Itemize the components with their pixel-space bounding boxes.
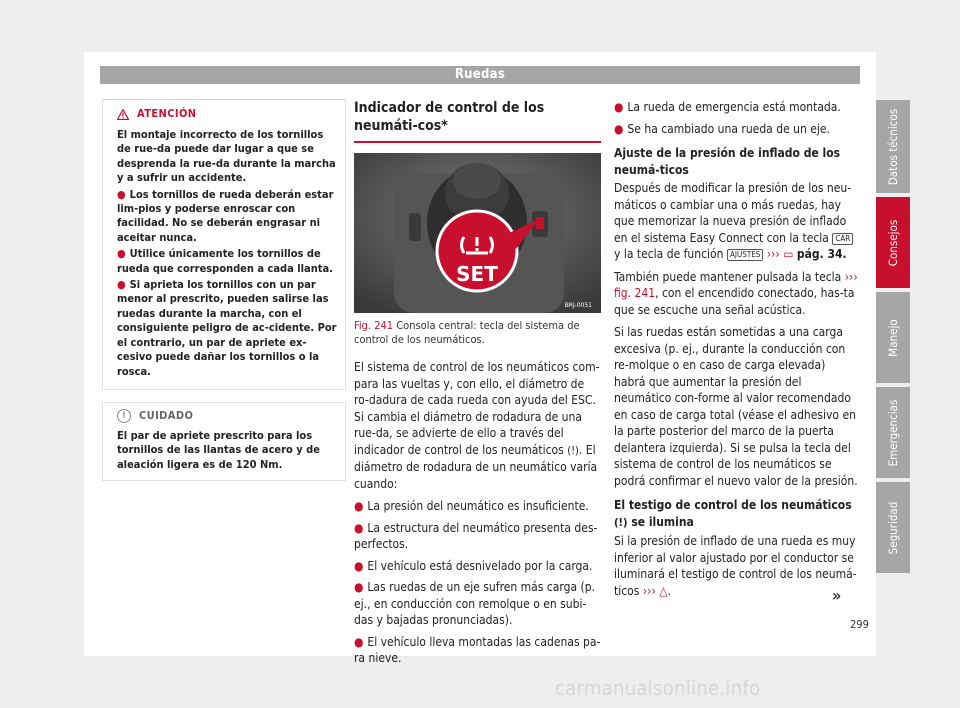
list-item: ● Las ruedas de un eje sufren más carga (p. ej., en conducción con remolque o en subi-das y bajadas pronunciadas). [354,580,596,627]
warning-intro: El montaje incorrecto de los tornillos de rue-da puede dar lugar a que se desprenda la rue-da durante la marcha y a sufrir un accidente. [117,128,336,185]
warning-item: ● Utilice únicamente los tornillos de rueda que corresponden a cada llanta. [117,247,333,275]
column-right [614,99,860,599]
watermark: carmanualsonline.info [555,676,761,700]
subheading: Ajuste de la presión de inflado de los neumá-ticos [614,146,841,177]
tire-warning-icon: (!) [614,515,628,529]
caution-heading [117,403,339,429]
side-tabs [876,100,910,577]
car-key-icon: CAR [832,233,853,245]
warning-heading [117,100,339,128]
page-number: 299 [850,618,869,631]
list-item: ● La estructura del neumático presenta des-perfectos. [354,520,598,551]
bullet-list [354,498,601,667]
section-title: Indicador de control de los neumáti-cos* [354,99,601,143]
warning-body [117,128,339,379]
tab-manejo[interactable]: Manejo [876,292,910,383]
paragraph: También puede mantener pulsada la tecla ››› fig. 241, con el encendido conectado, has-ta que se escuche una señal acústica. [614,269,858,317]
bullet-icon: ● [117,278,126,292]
tab-emergencias[interactable]: Emergencias [876,387,910,478]
ajustes-key-icon: AJUSTES [727,249,763,261]
list-item: ● La rueda de emergencia está montada. [614,100,841,114]
paragraph: Después de modificar la presión de los neu-máticos o cambiar una o más ruedas, hay que memorizar la nueva presión de inflado en el sistema Easy Connect con la tecla CAR y la tecla de función AJUSTES ››› ▭ pág. 34. [614,180,860,263]
list-item: ● Se ha cambiado una rueda de un eje. [614,121,830,136]
caution-title: CUIDADO [139,408,194,422]
caution-body: El par de apriete prescrito para los tornillos de las llantas de acero y de aleación ligera es de 120 Nm. [117,428,320,471]
page-reference[interactable]: pág. 34. [796,247,847,261]
warning-triangle-icon [117,109,129,120]
set-label: SET [456,262,498,286]
figure-code: BRJ-0051 [564,302,592,309]
tab-consejos[interactable]: Consejos [876,197,910,288]
paragraph: El sistema de control de los neumáticos com-para las vueltas y, con ello, el diámetro de ro-dadura de cada rueda con ayuda del ESC. Si cambia el diámetro de rodadura de una rue-da, se advierte de ello a través del indicador de control de los neumáticos (!). El diámetro de rodadura de un neumático varía cuando: [354,360,600,491]
tab-datos-tecnicos[interactable]: Datos técnicos [876,100,910,193]
list-item: ● La presión del neumático es insuficiente. [354,499,589,513]
figure-console [354,153,601,313]
warning-item: ● Los tornillos de rueda deberán estar lim-pios y poderse enroscar con facilidad. No se deberán engrasar ni aceitar nunca. [117,187,334,244]
paragraph: Si la presión de inflado de una rueda es muy inferior al valor ajustado por el conductor se iluminará el testigo de control de los neumá-ticos ››› △. [614,534,857,598]
book-icon: ▭ [783,247,794,261]
list-item: ● El vehículo lleva montadas las cadenas pa-ra nieve. [354,634,601,665]
warning-item: ● Si aprieta los tornillos con un par menor al prescrito, pueden salirse las ruedas durante la marcha, con el consiguiente peligro de ac-cidente. Por el contrario, un par de apriete ex-cesivo puede dañar los tornillos o la rosca. [117,278,337,378]
continue-arrow-icon: » [832,586,842,605]
list-item: ● El vehículo está desnivelado por la carga. [354,558,593,573]
warning-title: ATENCIÓN [137,106,197,120]
page-header: Ruedas [100,66,860,84]
bullet-list [614,99,860,137]
tab-seguridad[interactable]: Seguridad [876,482,910,573]
paragraph: Si las ruedas están sometidas a una carga excesiva (p. ej., durante la conducción con re-molque o en caso de carga elevada) habrá que aumentar la presión del neumático con-forme al valor recomendado en caso de carga total (véase el adhesivo en la parte posterior del marco de la puerta delantera izquierda). Si se pulsa la tecla del sistema de control de los neumáticos se podrá confirmar el nuevo valor de la presión. [614,325,858,488]
column-middle [354,99,601,672]
column-left [102,99,346,481]
warning-triangle-icon: △ [659,583,668,598]
bullet-icon: ● [117,187,126,201]
subheading: El testigo de control de los neumáticos (!) se ilumina [614,498,852,529]
caution-box [102,402,346,481]
figure-caption: Fig. 241 Consola central: tecla del sistema de control de los neumáticos. [354,319,580,346]
tire-warning-icon: (!) [567,443,579,457]
console-illustration [354,153,601,313]
warning-box [102,99,346,390]
bullet-icon: ● [117,247,126,261]
ref-arrow-icon: ››› [766,247,780,261]
figure-reference[interactable]: fig. 241 [614,286,656,300]
info-circle-icon: ! [117,409,131,423]
